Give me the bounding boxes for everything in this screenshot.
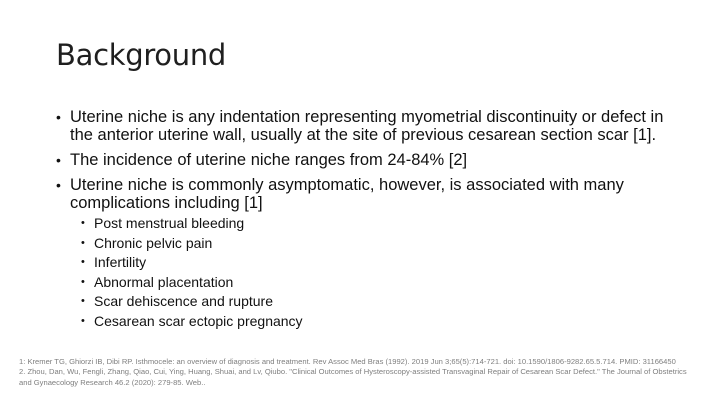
sub-bullet-item — [81, 312, 676, 332]
sub-bullet-item — [81, 273, 676, 293]
bullet-icon: • — [56, 109, 61, 125]
bullet-text: Uterine niche is commonly asymptomatic, however, is associated with many complications including [1] — [70, 176, 624, 212]
reference-item: 1: Kremer TG, Ghiorzi IB, Dibi RP. Isthmocele: an overview of diagnosis and treatment. Rev Assoc Med Bras (1992). 2019 Jun 3;65(5):714-721. doi: 10.1590/1806-9282.65.5.714. PMID: 31166450 — [19, 357, 676, 366]
sub-bullet-text: Infertility — [94, 254, 147, 270]
sub-bullet-icon: • — [81, 314, 85, 327]
sub-bullet-text: Cesarean scar ectopic pregnancy — [94, 312, 303, 329]
sub-bullet-icon: • — [81, 275, 85, 288]
sub-bullet-item — [81, 253, 676, 273]
slide-title: Background — [56, 38, 227, 72]
sub-bullet-text: Post menstrual bleeding — [94, 215, 245, 231]
bullet-icon: • — [56, 152, 61, 168]
sub-bullet-item — [81, 292, 676, 312]
bullet-item — [56, 151, 676, 169]
sub-bullet-icon: • — [81, 256, 85, 268]
sub-bullet-text: Abnormal placentation — [94, 273, 234, 290]
bullet-text: The incidence of uterine niche ranges from 24-84% [2] — [70, 151, 468, 169]
slide-body — [56, 108, 676, 331]
bullet-icon: • — [56, 177, 61, 193]
bullet-text: Uterine niche is any indentation representing myometrial discontinuity or defect in the anterior uterine wall, usually at the site of previous cesarean section scar [1]. — [70, 108, 664, 144]
bullet-item — [56, 108, 676, 144]
reference-item: 2. Zhou, Dan, Wu, Fengli, Zhang, Qiao, Cui, Ying, Huang, Shuai, and Lv, Qiubo. "Clinical Outcomes of Hysteroscopy-assisted Transvaginal Repair of Cesarean Scar Defect." The Journal of Obstetrics and Gynaecology Research 46.2 (2020): 279-85. Web.. — [19, 367, 687, 387]
sub-bullet-item — [81, 234, 676, 254]
sub-bullet-icon: • — [81, 217, 85, 229]
sub-bullet-text: Chronic pelvic pain — [94, 234, 213, 251]
sub-bullet-text: Scar dehiscence and rupture — [94, 293, 273, 309]
bullet-item — [56, 176, 676, 212]
sub-bullet-item — [81, 214, 676, 234]
sub-bullet-icon: • — [81, 295, 85, 307]
references — [19, 357, 689, 388]
sub-bullet-icon: • — [81, 236, 85, 249]
